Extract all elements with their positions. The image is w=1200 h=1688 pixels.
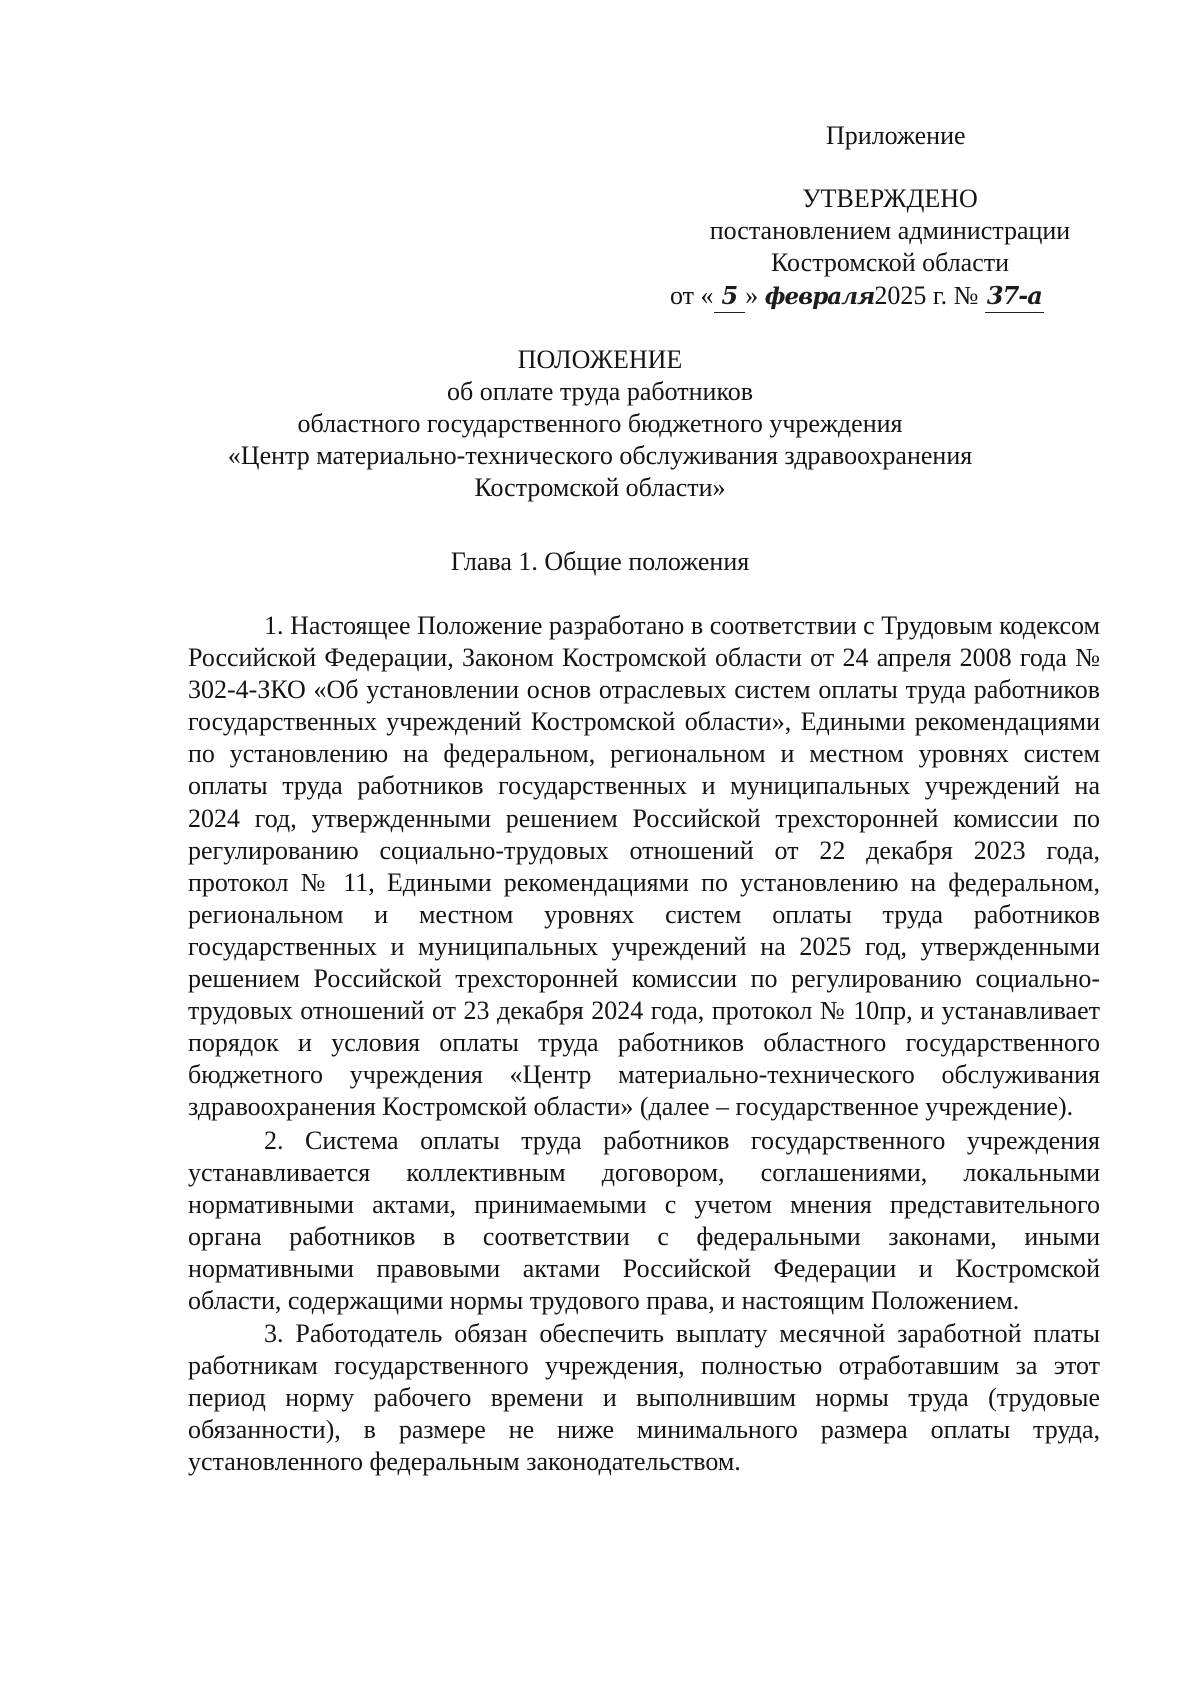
paragraph-3: 3. Работодатель обязан обеспечить выплату месячной заработной платы работникам государственного учреждения, полностью отработавшим за этот период норму рабочего времени и выполнившим нормы труда (трудовые обязанности), в размере не ниже минимального размера оплаты труда, установленного федеральным законодательством. bbox=[188, 1319, 1100, 1477]
handwritten-month: февраля bbox=[764, 283, 875, 310]
handwritten-number: 37-а bbox=[985, 280, 1044, 313]
document-body bbox=[188, 610, 1100, 1479]
title-line-4: «Центр материально-технического обслуживания здравоохранения bbox=[227, 441, 973, 470]
title-line-5: Костромской области» bbox=[474, 473, 726, 502]
approved-by-line2: Костромской области bbox=[770, 248, 1010, 277]
approved-by-line1: постановлением администрации bbox=[709, 216, 1071, 245]
resolution-date-line bbox=[670, 280, 1140, 313]
paragraph-1: 1. Настоящее Положение разработано в соответствии с Трудовым кодексом Российской Федерации, Законом Костромской области от 24 апреля 2008 года № 302-4-ЗКО «Об установлении основ отраслевых систем оплаты труда работников государственных учреждений Костромской области», Едиными рекомендациями по установлению на федеральном, региональном и местном уровнях систем оплаты труда работников государственных и муниципальных учреждений на 2024 год, утвержденными решением Российской трехсторонней комиссии по регулированию социально-трудовых отношений от 22 декабря 2023 года, протокол № 11, Едиными рекомендациями по установлению на федеральном, региональном и местном уровнях систем оплаты труда работников государственных и муниципальных учреждений на 2025 год, утвержденными решением Российской трехсторонней комиссии по регулированию социально-трудовых отношений от 23 декабря 2024 года, протокол № 10пр, и устанавливает порядок и условия оплаты труда работников областного государственного бюджетного учреждения «Центр материально-технического обслуживания здравоохранения Костромской области» (далее – государственное учреждение). bbox=[188, 611, 1100, 1122]
appendix-label: Приложение bbox=[826, 121, 966, 150]
title-line-2: об оплате труда работников bbox=[446, 377, 754, 406]
handwritten-day: 5 bbox=[714, 280, 746, 313]
title-line-3: областного государственного бюджетного учреждения bbox=[297, 409, 903, 438]
date-mid: » bbox=[745, 281, 759, 310]
title-line-1: ПОЛОЖЕНИЕ bbox=[517, 345, 683, 374]
date-prefix: от « bbox=[670, 281, 714, 310]
date-year: 2025 г. № bbox=[874, 281, 979, 310]
chapter-heading: Глава 1. Общие положения bbox=[450, 547, 750, 576]
approval-block bbox=[680, 183, 1100, 279]
approved-stamp-text: УТВЕРЖДЕНО bbox=[802, 184, 978, 213]
document-title bbox=[150, 344, 1050, 504]
paragraph-2: 2. Система оплаты труда работников государственного учреждения устанавливается коллективным договором, соглашениями, локальными нормативными актами, принимаемыми с учетом мнения представительного органа работников в соответствии с федеральными законами, иными нормативными правовыми актами Российской Федерации и Костромской области, содержащими нормы трудового права, и настоящим Положением. bbox=[188, 1125, 1100, 1315]
